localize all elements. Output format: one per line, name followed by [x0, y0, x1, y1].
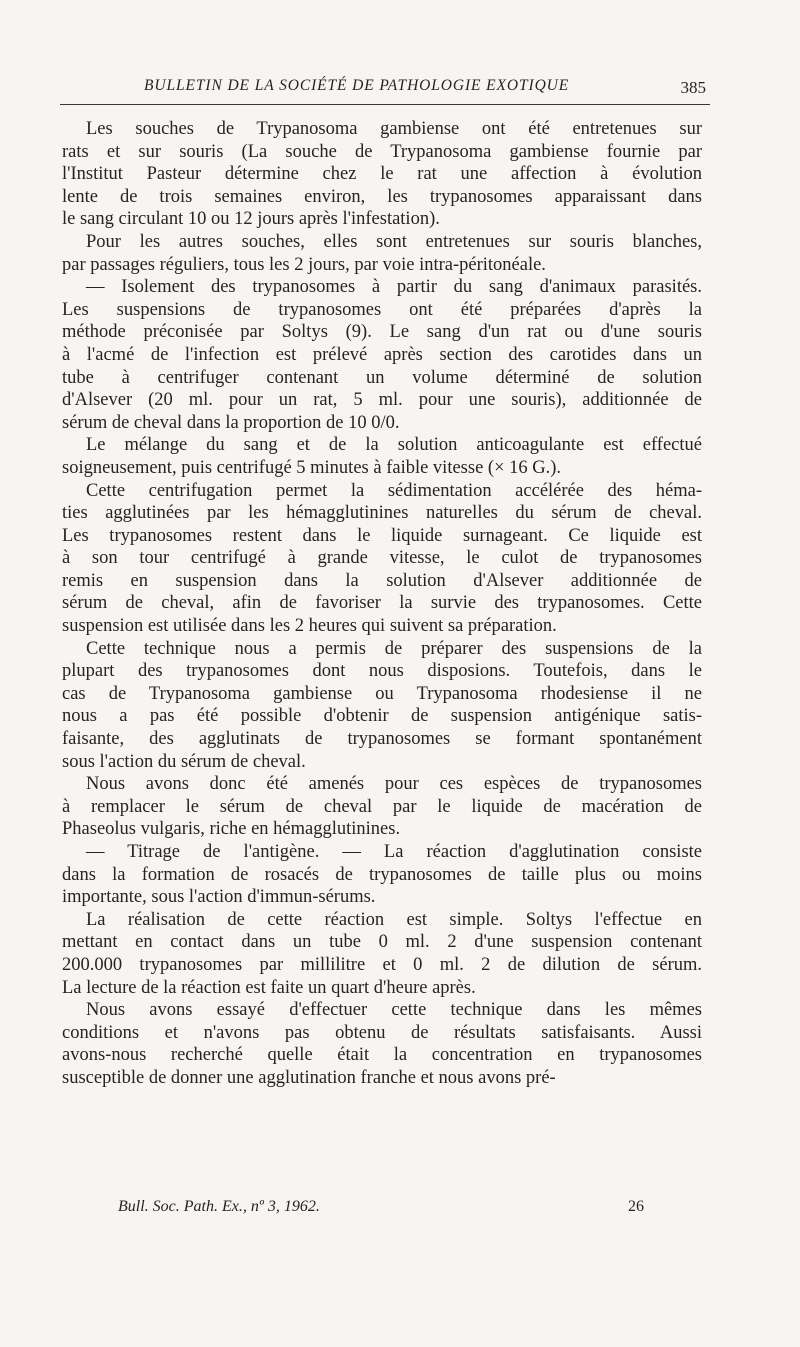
text-line: — Isolement des trypanosomes à partir du sang d'animaux parasités. — [86, 277, 702, 298]
running-header — [60, 72, 710, 105]
text-line: à remplacer le sérum de cheval par le liquide de macération de — [62, 796, 702, 817]
text-line: Le mélange du sang et de la solution anticoagulante est effectué — [86, 435, 702, 456]
text-line: La réalisation de cette réaction est simple. Soltys l'effectue en — [86, 909, 702, 930]
text-line: La lecture de la réaction est faite un quart d'heure après. — [62, 977, 476, 998]
text-line: lente de trois semaines environ, les trypanosomes apparaissant dans — [62, 186, 702, 207]
text-line: Pour les autres souches, elles sont entretenues sur souris blanches, — [86, 231, 702, 252]
page-footer — [0, 1198, 800, 1222]
text-line: à l'acmé de l'infection est prélevé après section des carotides dans un — [62, 344, 702, 365]
text-line: Cette technique nous a permis de préparer des suspensions de la — [86, 638, 702, 659]
text-line: Nous avons essayé d'effectuer cette technique dans les mêmes — [86, 1000, 702, 1021]
text-line: avons-nous recherché quelle était la concentration en trypanosomes — [62, 1045, 702, 1066]
text-line: Les suspensions de trypanosomes ont été préparées d'après la — [62, 299, 702, 320]
body-text — [62, 118, 702, 1090]
text-line: le sang circulant 10 ou 12 jours après l'infestation). — [62, 209, 440, 230]
text-line: — Titrage de l'antigène. — La réaction d'agglutination consiste — [86, 842, 702, 862]
text-line: rats et sur souris (La souche de Trypanosoma gambiense fournie par — [62, 141, 702, 162]
text-line: l'Institut Pasteur détermine chez le rat une affection à évolution — [62, 164, 702, 185]
signature-number: 26 — [628, 1198, 644, 1215]
text-line: Phaseolus vulgaris, riche en hémagglutinines. — [62, 819, 401, 840]
text-line: d'Alsever (20 ml. pour un rat, 5 ml. pour une souris), additionnée de — [62, 390, 702, 411]
text-line: Les trypanosomes restent dans le liquide surnageant. Ce liquide est — [62, 525, 702, 546]
text-line: Nous avons donc été amenés pour ces espèces de trypanosomes — [86, 774, 702, 795]
journal-title: BULLETIN DE LA SOCIÉTÉ DE PATHOLOGIE EXOTIQUE — [144, 77, 570, 94]
text-line: remis en suspension dans la solution d'Alsever additionnée de — [62, 570, 702, 591]
text-line: ties agglutinées par les hémagglutinines naturelles du sérum de cheval. — [62, 503, 702, 524]
text-line: sous l'action du sérum de cheval. — [62, 751, 306, 772]
text-line: importante, sous l'action d'immun-sérums. — [62, 887, 376, 908]
text-line: conditions et n'avons pas obtenu de résultats satisfaisants. Aussi — [62, 1022, 702, 1043]
text-line: nous a pas été possible d'obtenir de suspension antigénique satis- — [62, 706, 702, 727]
text-line: par passages réguliers, tous les 2 jours, par voie intra-péritonéale. — [62, 254, 546, 275]
text-line: tube à centrifuger contenant un volume déterminé de solution — [62, 367, 702, 388]
text-line: susceptible de donner une agglutination franche et nous avons pré- — [62, 1067, 556, 1088]
footer-citation: Bull. Soc. Path. Ex., nº 3, 1962. — [118, 1198, 320, 1215]
text-line: à son tour centrifugé à grande vitesse, le culot de trypanosomes — [62, 548, 702, 569]
page-number: 385 — [680, 78, 706, 97]
text-line: 200.000 trypanosomes par millilitre et 0 ml. 2 de dilution de sérum. — [62, 954, 702, 975]
text-line: méthode préconisée par Soltys (9). Le sang d'un rat ou d'une souris — [62, 322, 702, 343]
text-line: soigneusement, puis centrifugé 5 minutes à faible vitesse (× 16 G.). — [62, 457, 562, 478]
text-line: sérum de cheval, afin de favoriser la survie des trypanosomes. Cette — [62, 593, 702, 614]
text-line: plupart des trypanosomes dont nous disposions. Toutefois, dans le — [62, 661, 702, 682]
text-line: Les souches de Trypanosoma gambiense ont été entretenues sur — [86, 119, 702, 139]
text-line: mettant en contact dans un tube 0 ml. 2 d'une suspension contenant — [62, 932, 702, 953]
text-line: dans la formation de rosacés de trypanosomes de taille plus ou moins — [62, 864, 702, 885]
text-line: faisante, des agglutinats de trypanosomes se formant spontanément — [62, 729, 702, 750]
text-line: sérum de cheval dans la proportion de 10 0/0. — [62, 412, 400, 433]
text-line: suspension est utilisée dans les 2 heures qui suivent sa préparation. — [62, 616, 557, 637]
text-line: cas de Trypanosoma gambiense ou Trypanosoma rhodesiense il ne — [62, 683, 702, 704]
text-line: Cette centrifugation permet la sédimentation accélérée des héma- — [86, 480, 702, 501]
